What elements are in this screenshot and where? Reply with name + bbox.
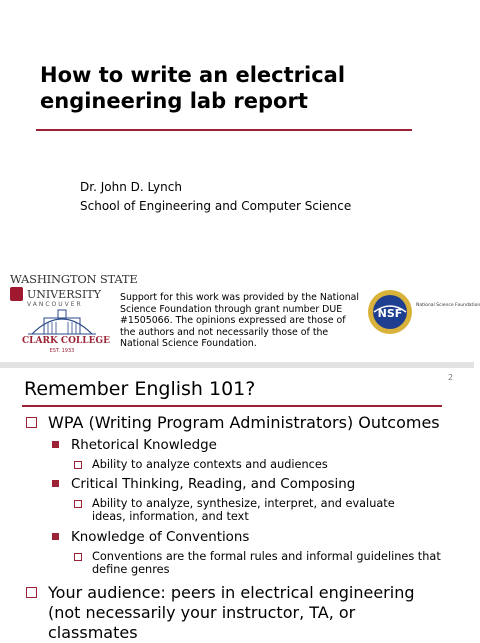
- nsf-globe-icon: [364, 282, 416, 342]
- list-item-text: Knowledge of Conventions: [71, 530, 250, 545]
- wsu-vancouver-logo: [10, 272, 138, 308]
- wsu-logo-line1: WASHINGTON STATE: [10, 272, 138, 286]
- author-department: School of Engineering and Computer Science: [80, 199, 352, 213]
- nsf-side-text: National Science Foundation: [416, 303, 480, 308]
- list-item: [74, 458, 328, 471]
- list-item: [26, 583, 446, 643]
- filled-square-bullet-icon: [52, 533, 59, 540]
- list-item-text: Ability to analyze contexts and audiences: [92, 458, 328, 471]
- slide-title: Remember English 101?: [24, 378, 256, 400]
- clark-college-est: EST. 1933: [49, 348, 75, 354]
- slide-2: [0, 368, 474, 642]
- author-name: Dr. John D. Lynch: [80, 180, 182, 194]
- hollow-square-bullet-icon: [26, 417, 37, 428]
- list-item: [74, 497, 414, 523]
- slide-title: How to write an electrical engineering lab report: [40, 63, 346, 113]
- wsu-logo-line3: VANCOUVER: [27, 301, 83, 308]
- hollow-square-bullet-icon: [26, 587, 37, 598]
- list-item-text: Your audience: peers in electrical engineering (not necessarily your instructor, TA, or classmates: [48, 583, 415, 642]
- list-item: [52, 476, 355, 493]
- clark-college-logo: [22, 306, 110, 360]
- title-underline: [36, 129, 412, 131]
- list-item-text: Critical Thinking, Reading, and Composing: [71, 477, 356, 492]
- nsf-mark-text: NSF: [377, 307, 403, 320]
- clark-building-icon: [22, 306, 102, 336]
- nsf-logo: [364, 282, 480, 342]
- list-item-text: WPA (Writing Program Administrators) Outcomes: [48, 413, 440, 432]
- hollow-square-bullet-icon: [74, 500, 82, 508]
- clark-college-name: CLARK COLLEGE: [22, 336, 110, 346]
- page-number: 2: [448, 373, 454, 382]
- list-item-text: Ability to analyze, synthesize, interpret, and evaluate ideas, information, and text: [92, 497, 395, 523]
- list-item: [74, 550, 444, 576]
- list-item-text: Rhetorical Knowledge: [71, 438, 217, 453]
- list-item: [52, 437, 217, 454]
- list-item-text: Conventions are the formal rules and informal guidelines that define genres: [92, 550, 441, 576]
- hollow-square-bullet-icon: [74, 461, 82, 469]
- hollow-square-bullet-icon: [74, 553, 82, 561]
- filled-square-bullet-icon: [52, 480, 59, 487]
- list-item: [26, 413, 440, 433]
- title-underline: [22, 405, 442, 407]
- wsu-logo-line2: UNIVERSITY: [27, 287, 101, 301]
- list-item: [52, 529, 249, 546]
- filled-square-bullet-icon: [52, 441, 59, 448]
- wsu-seal-icon: [10, 287, 23, 301]
- author-block: [80, 178, 351, 216]
- support-statement: Support for this work was provided by the National Science Foundation through grant number DUE #1505066. The opinions expressed are those of the authors and not necessarily those of the National Science Foundation.: [120, 292, 359, 350]
